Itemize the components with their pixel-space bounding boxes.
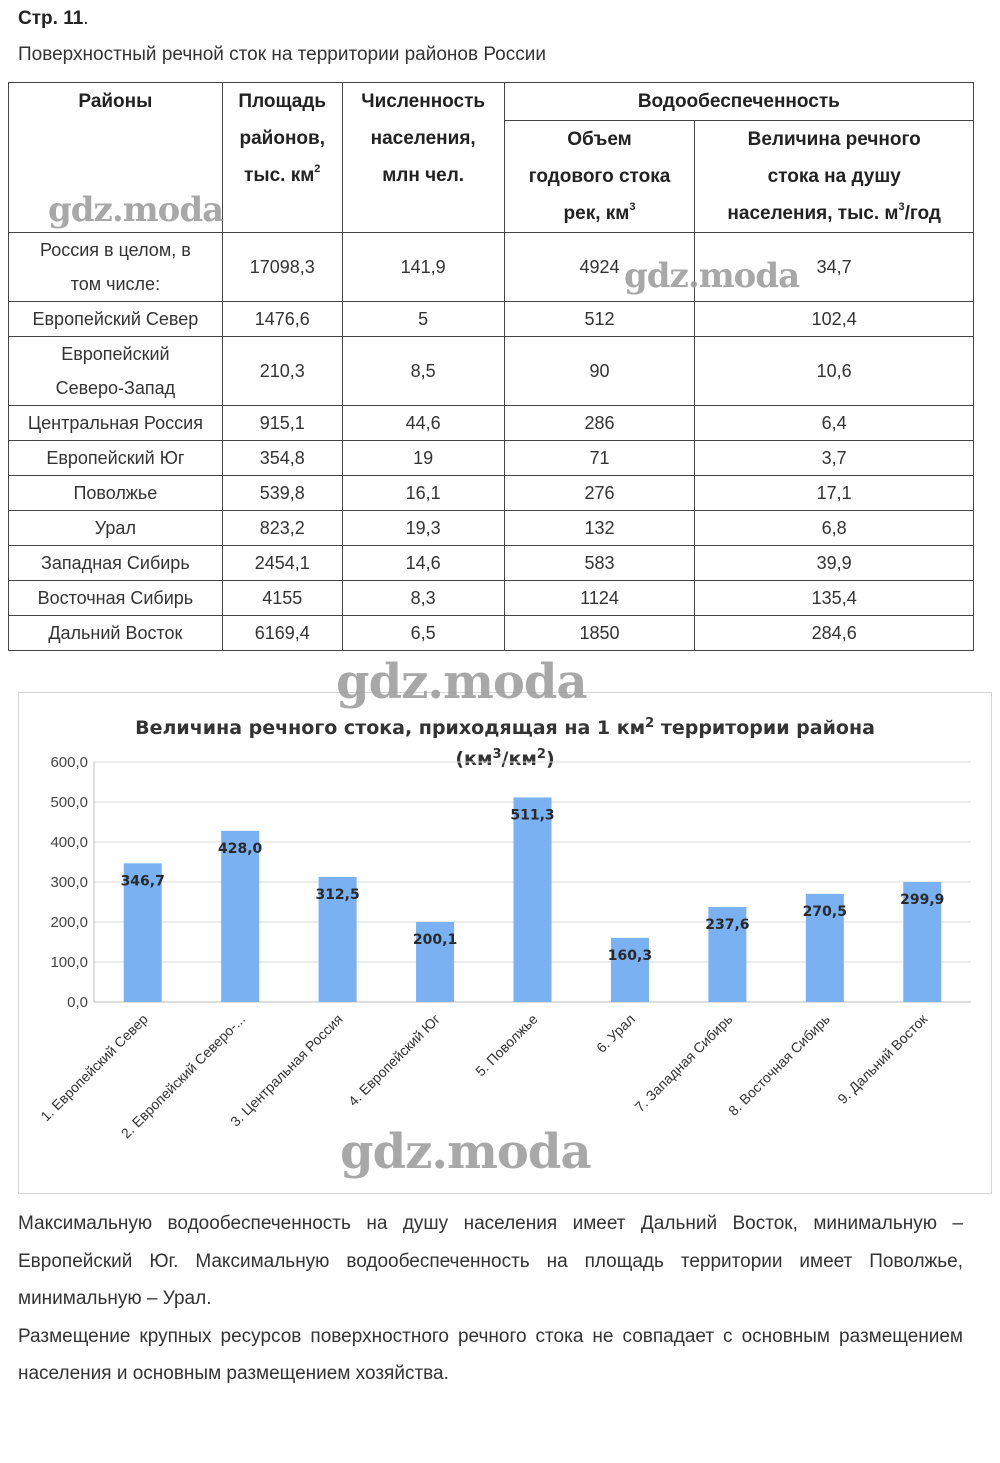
x-tick-label: 5. Поволжье [472, 1010, 541, 1080]
cell-runoff: 4924 [504, 233, 695, 302]
cell-area: 4155 [222, 581, 342, 616]
cell-runoff: 583 [504, 546, 695, 581]
runoff-per-area-chart [18, 692, 992, 1194]
conclusion-paragraph-2: Размещение крупных ресурсов поверхностного речного стока не совпадает с основным размещением населения и основным размещением хозяйства. [18, 1325, 963, 1384]
table-row [9, 476, 974, 511]
y-tick-label: 100,0 [50, 954, 88, 971]
cell-runoff: 512 [504, 302, 695, 337]
header-water-supply: Водообеспеченность [504, 83, 973, 121]
cell-region: Восточная Сибирь [9, 581, 223, 616]
header-runoff-per-capita: Величина речного стока на душу населения, тыс. $м^3$/год [695, 121, 974, 233]
x-tick-label: 6. Урал [593, 1010, 639, 1056]
cell-region: Европейский Север [9, 302, 223, 337]
x-tick-label: 1. Европейский Север [37, 1010, 151, 1125]
cell-region: Дальний Восток [9, 616, 223, 651]
cell-region: Поволжье [9, 476, 223, 511]
watermark: gdz.moda [340, 1124, 591, 1180]
bar [514, 797, 552, 1002]
cell-area: 354,8 [222, 441, 342, 476]
cell-population: 8,5 [342, 337, 504, 406]
cell-region: Европейский Юг [9, 441, 223, 476]
cell-per-capita: 39,9 [695, 546, 974, 581]
conclusion-paragraph-1: Максимальную водообеспеченность на душу населения имеет Дальний Восток, минимальную – Европейский Юг. Максимальную водообеспеченность на площадь территории имеет Поволжье, минимальную – Урал. [18, 1213, 963, 1309]
cell-area: 1476,6 [222, 302, 342, 337]
cell-per-capita: 17,1 [695, 476, 974, 511]
watermark: gdz.moda [336, 654, 587, 710]
table-row [9, 616, 974, 651]
cell-population: 16,1 [342, 476, 504, 511]
table-title: Поверхностный речной сток на территории районов России [18, 44, 546, 65]
cell-runoff: 1850 [504, 616, 695, 651]
cell-region: Россия в целом, в том числе: [9, 233, 223, 302]
cell-per-capita: 135,4 [695, 581, 974, 616]
conclusion-text [18, 1205, 963, 1393]
cell-population: 14,6 [342, 546, 504, 581]
cell-area: 210,3 [222, 337, 342, 406]
watermark: gdz.moda [624, 256, 800, 296]
bar-value-label: 160,3 [607, 947, 653, 964]
x-tick-label: 3. Центральная Россия [227, 1010, 346, 1130]
cell-region: Урал [9, 511, 223, 546]
header-regions: Районы [9, 83, 223, 233]
cell-area: 6169,4 [222, 616, 342, 651]
bar-value-label: 299,9 [900, 892, 945, 909]
bar-value-label: 312,5 [315, 887, 360, 903]
y-tick-label: 600,0 [50, 754, 88, 771]
y-tick-label: 300,0 [50, 874, 88, 891]
x-tick-label: 8. Восточная Сибирь [725, 1010, 833, 1119]
cell-runoff: 276 [504, 476, 695, 511]
cell-population: 19,3 [342, 511, 504, 546]
table-row [9, 406, 974, 441]
cell-runoff: 132 [504, 511, 695, 546]
bar-value-label: 511,3 [510, 807, 555, 824]
y-tick-label: 400,0 [50, 834, 88, 851]
cell-area: 2454,1 [222, 546, 342, 581]
cell-population: 6,5 [342, 616, 504, 651]
bar-value-label: 200,1 [412, 931, 458, 948]
bar-value-label: 346,7 [120, 873, 165, 890]
header-population: Численность населения, млн чел. [342, 83, 504, 233]
header-annual-runoff: Объем годового стока рек, $км^3$ [504, 121, 695, 233]
cell-population: 8,3 [342, 581, 504, 616]
bar-value-label: 270,5 [802, 903, 847, 920]
watermark: gdz.moda [48, 190, 224, 230]
x-tick-label: 9. Дальний Восток [834, 1010, 931, 1107]
y-tick-label: 0,0 [67, 994, 88, 1011]
table-row [9, 546, 974, 581]
table-row [9, 511, 974, 546]
cell-per-capita: 284,6 [695, 616, 974, 651]
bar-value-label: 237,6 [705, 916, 750, 933]
table-row [9, 302, 974, 337]
cell-area: 539,8 [222, 476, 342, 511]
table-row [9, 337, 974, 406]
chart-title: Величина речного стока, приходящая на 1 $км^2$ территории района [135, 716, 875, 739]
x-tick-label: 2. Европейский Северо-... [117, 1010, 249, 1142]
cell-region: Центральная Россия [9, 406, 223, 441]
cell-area: 823,2 [222, 511, 342, 546]
cell-runoff: 1124 [504, 581, 695, 616]
cell-per-capita: 102,4 [695, 302, 974, 337]
x-tick-label: 7. Западная Сибирь [631, 1010, 736, 1115]
cell-runoff: 71 [504, 441, 695, 476]
cell-population: 5 [342, 302, 504, 337]
cell-per-capita: 6,8 [695, 511, 974, 546]
table-row [9, 581, 974, 616]
cell-region: Западная Сибирь [9, 546, 223, 581]
cell-runoff: 286 [504, 406, 695, 441]
y-tick-label: 500,0 [50, 794, 88, 811]
header-area: Площадь районов, тыс. $км^2$ [222, 83, 342, 233]
x-tick-label: 4. Европейский Юг [344, 1010, 444, 1110]
table-header-row [9, 83, 974, 121]
y-tick-label: 200,0 [50, 914, 88, 931]
cell-runoff: 90 [504, 337, 695, 406]
cell-region: Европейский Северо-Запад [9, 337, 223, 406]
cell-population: 141,9 [342, 233, 504, 302]
page-number-label: Стр. 11. [18, 8, 89, 29]
runoff-table [8, 82, 974, 651]
bar-chart-svg [19, 693, 991, 1193]
cell-per-capita: 10,6 [695, 337, 974, 406]
cell-per-capita: 34,7 [695, 233, 974, 302]
cell-population: 19 [342, 441, 504, 476]
cell-area: 915,1 [222, 406, 342, 441]
cell-per-capita: 6,4 [695, 406, 974, 441]
table-row [9, 441, 974, 476]
chart-unit-label: $(км^3/км^2)$ [455, 747, 555, 770]
table-row-russia [9, 233, 974, 302]
cell-population: 44,6 [342, 406, 504, 441]
bar-value-label: 428,0 [218, 840, 263, 857]
cell-area: 17098,3 [222, 233, 342, 302]
cell-per-capita: 3,7 [695, 441, 974, 476]
